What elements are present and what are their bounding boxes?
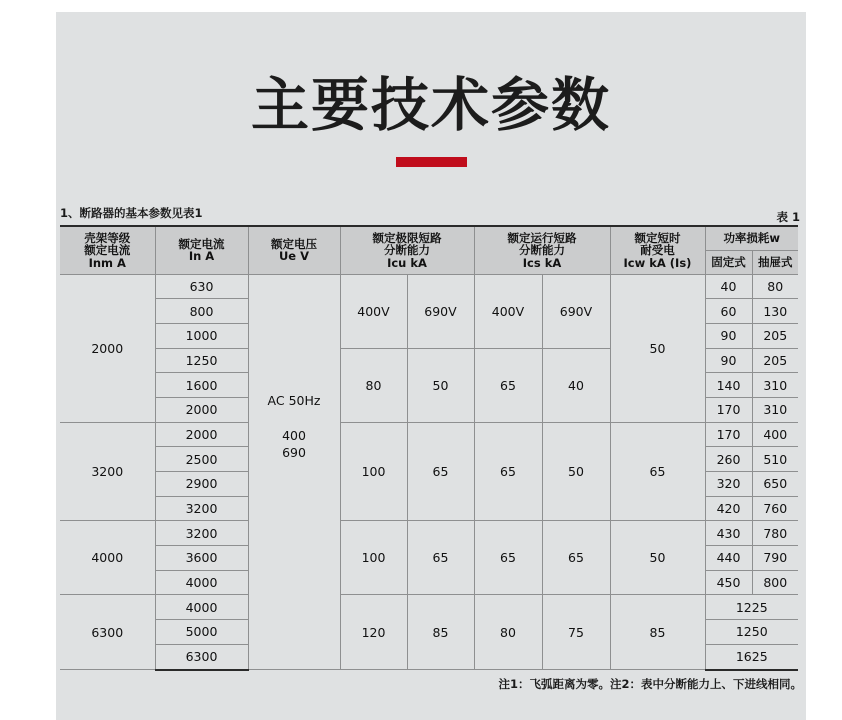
header-line: 额定短时 xyxy=(634,230,681,245)
table-footnote: 注1：飞弧距离为零。注2：表中分断能力上、下进线相同。 xyxy=(498,677,802,691)
rated-voltage-cell xyxy=(248,274,340,670)
icw-cell: 65 xyxy=(610,422,705,521)
rated-current-cell: 1000 xyxy=(155,323,248,348)
table-number-label: 表 1 xyxy=(776,210,800,224)
rated-current-cell: 2000 xyxy=(155,422,248,447)
loss-fixed-cell: 320 xyxy=(705,472,752,497)
rated-current-cell: 3600 xyxy=(155,546,248,571)
icu-690-cell: 65 xyxy=(407,422,474,521)
header-line: Icw kA (Is) xyxy=(623,255,692,270)
ics-690-cell: 65 xyxy=(542,521,610,595)
icu-400-label: 400V xyxy=(340,274,407,348)
loss-drawout-cell: 650 xyxy=(752,472,798,497)
loss-drawout-cell: 510 xyxy=(752,447,798,472)
rated-current-cell: 1250 xyxy=(155,348,248,373)
loss-drawout-cell: 205 xyxy=(752,323,798,348)
rated-current-cell: 4000 xyxy=(155,595,248,620)
rated-current-cell: 2000 xyxy=(155,397,248,422)
header-power-loss: 功率损耗w xyxy=(705,226,798,250)
header-line: 分断能力 xyxy=(519,243,565,257)
header-line: 额定电流 xyxy=(84,243,131,257)
header-line: 额定运行短路 xyxy=(507,230,577,245)
rated-current-cell: 1600 xyxy=(155,373,248,398)
table-row xyxy=(60,595,798,620)
frame-current-cell: 3200 xyxy=(60,422,155,521)
rated-current-cell: 5000 xyxy=(155,620,248,645)
icu-400-cell: 80 xyxy=(340,348,407,422)
header-line: 额定极限短路 xyxy=(372,230,442,245)
header-line: 额定电流 xyxy=(178,236,225,251)
frame-current-cell: 4000 xyxy=(60,521,155,595)
header-frame-current xyxy=(60,226,155,274)
loss-fixed-cell: 170 xyxy=(705,397,752,422)
header-line: Ics kA xyxy=(522,255,562,270)
loss-drawout-cell: 310 xyxy=(752,373,798,398)
title-accent-bar xyxy=(396,157,467,167)
loss-fixed-cell: 40 xyxy=(705,274,752,299)
loss-drawout-cell: 205 xyxy=(752,348,798,373)
loss-drawout-cell: 760 xyxy=(752,496,798,521)
loss-fixed-cell: 450 xyxy=(705,570,752,595)
loss-combined-cell: 1225 xyxy=(705,595,798,620)
frame-current-cell: 6300 xyxy=(60,595,155,670)
loss-fixed-cell: 260 xyxy=(705,447,752,472)
icu-400-cell: 120 xyxy=(340,595,407,670)
loss-fixed-cell: 140 xyxy=(705,373,752,398)
header-rated-voltage xyxy=(248,226,340,274)
table-row xyxy=(60,274,798,299)
loss-drawout-cell: 130 xyxy=(752,299,798,324)
rated-current-cell: 2500 xyxy=(155,447,248,472)
rated-current-cell: 4000 xyxy=(155,570,248,595)
ics-690-cell: 50 xyxy=(542,422,610,521)
loss-fixed-cell: 430 xyxy=(705,521,752,546)
loss-fixed-cell: 60 xyxy=(705,299,752,324)
ics-690-label: 690V xyxy=(542,274,610,348)
voltage-690: 690 xyxy=(282,445,306,461)
ics-400-label: 400V xyxy=(474,274,542,348)
icw-cell: 50 xyxy=(610,521,705,595)
header-line: 耐受电 xyxy=(640,243,675,257)
loss-combined-cell: 1625 xyxy=(705,644,798,669)
table-row xyxy=(60,521,798,546)
loss-drawout-cell: 800 xyxy=(752,570,798,595)
rated-current-cell: 6300 xyxy=(155,644,248,669)
header-rated-current xyxy=(155,226,248,274)
header-power-loss-fixed: 固定式 xyxy=(705,250,752,274)
header-line: Icu kA xyxy=(387,255,427,270)
icu-400-cell: 100 xyxy=(340,521,407,595)
header-ics xyxy=(474,226,610,274)
rated-current-cell: 2900 xyxy=(155,472,248,497)
loss-combined-cell: 1250 xyxy=(705,620,798,645)
header-icu xyxy=(340,226,474,274)
icw-cell: 85 xyxy=(610,595,705,670)
loss-drawout-cell: 780 xyxy=(752,521,798,546)
table-caption: 1、断路器的基本参数见表1 xyxy=(60,206,203,220)
icu-400-cell: 100 xyxy=(340,422,407,521)
header-line: 分断能力 xyxy=(384,243,430,257)
rated-current-cell: 3200 xyxy=(155,521,248,546)
rated-current-cell: 630 xyxy=(155,274,248,299)
ics-400-cell: 65 xyxy=(474,348,542,422)
loss-drawout-cell: 310 xyxy=(752,397,798,422)
frame-current-cell: 2000 xyxy=(60,274,155,422)
loss-drawout-cell: 80 xyxy=(752,274,798,299)
voltage-freq: AC 50Hz xyxy=(267,393,321,409)
icu-690-label: 690V xyxy=(407,274,474,348)
ics-400-cell: 80 xyxy=(474,595,542,670)
loss-drawout-cell: 790 xyxy=(752,546,798,571)
parameters-table xyxy=(60,225,798,671)
loss-fixed-cell: 170 xyxy=(705,422,752,447)
icu-690-cell: 85 xyxy=(407,595,474,670)
icu-690-cell: 50 xyxy=(407,348,474,422)
page-title: 主要技术参数 xyxy=(250,71,611,139)
ics-400-cell: 65 xyxy=(474,521,542,595)
header-line: In A xyxy=(188,249,215,264)
ics-690-cell: 40 xyxy=(542,348,610,422)
ics-690-cell: 75 xyxy=(542,595,610,670)
table-row xyxy=(60,422,798,447)
header-line: Inm A xyxy=(88,255,126,270)
header-line: Ue V xyxy=(278,249,310,264)
header-icw xyxy=(610,226,705,274)
content-panel xyxy=(56,12,806,720)
ics-400-cell: 65 xyxy=(474,422,542,521)
voltage-400: 400 xyxy=(282,428,306,444)
header-line: 壳架等级 xyxy=(84,230,131,245)
loss-drawout-cell: 400 xyxy=(752,422,798,447)
icu-690-cell: 65 xyxy=(407,521,474,595)
loss-fixed-cell: 90 xyxy=(705,348,752,373)
rated-current-cell: 3200 xyxy=(155,496,248,521)
loss-fixed-cell: 440 xyxy=(705,546,752,571)
header-power-loss-drawout: 抽屉式 xyxy=(752,250,798,274)
icw-cell: 50 xyxy=(610,274,705,422)
header-line: 额定电压 xyxy=(271,236,317,251)
loss-fixed-cell: 90 xyxy=(705,323,752,348)
rated-current-cell: 800 xyxy=(155,299,248,324)
loss-fixed-cell: 420 xyxy=(705,496,752,521)
